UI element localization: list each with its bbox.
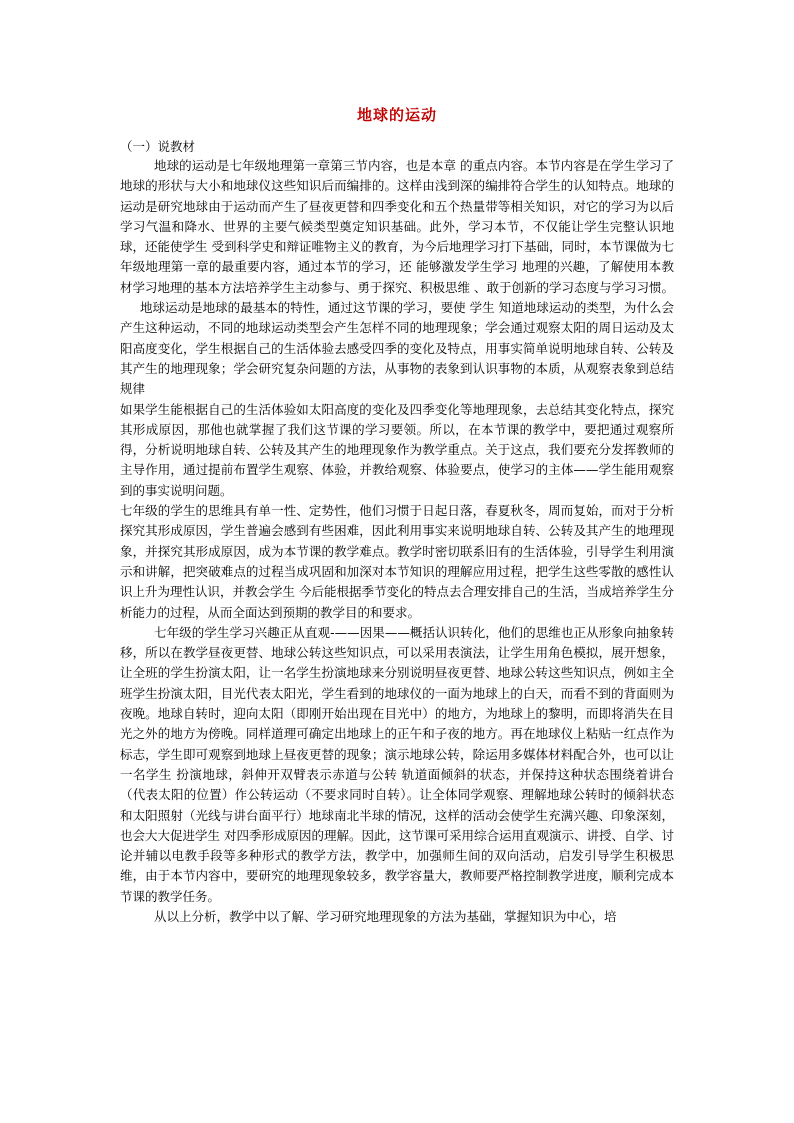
document-title: 地球的运动	[356, 106, 437, 124]
paragraph-4: 七年级的学生的思维具有单一性、定势性，他们习惯于日起日落，春夏秋冬，周而复始，而对于分析探究其形成原因，学生普遍会感到有些困难，因此利用事实来说明地球自转、公转及其产生的地理现象，并探究其形成原因，成为本节课的教学难点。教学时密切联系旧有的生活体验，引导学生利用演示和讲解，把突破难点的过程当成巩固和加深对本节知识的理解应用过程，把学生这些零散的感性认识上升为理性认识，并教会学生 今后能根据季节变化的特点去合理安排自己的生活，当成培养学生分析能力的过程，从而全面达到预期的教学目的和要求。	[120, 503, 674, 620]
paragraph-1: 地球的运动是七年级地理第一章第三节内容，也是本章 的重点内容。本节内容是在学生学习了地球的形状与大小和地球仪这些知识后而编排的。这样由浅到深的编排符合学生的认知特点。地球的运动是研究地球由于运动而产生了昼夜更替和四季变化和五个热量带等相关知识，对它的学习为以后学习气温和降水、世界的主要气候类型奠定知识基础。此外，学习本节，不仅能让学生完整认识地球，还能使学生 受到科学史和辩证唯物主义的教育，为今后地理学习打下基础，同时，本节课做为七年级地理第一章的最重要内容，通过本节的学习，还 能够激发学生学习 地理的兴趣，了解使用本教材学习地理的基本方法培养学生主动参与、勇于探究、积极思维 、敢于创新的学习态度与学习习惯。	[120, 158, 674, 295]
section-heading: （一）说教材	[120, 139, 196, 154]
paragraph-3: 如果学生能根据自己的生活体验如太阳高度的变化及四季变化等地理现象，去总结其变化特点，探究其形成原因，那他也就掌握了我们这节课的学习要领。所以，在本节课的教学中，要把通过观察所得，分析说明地球自转、公转及其产生的地理现象作为教学重点。关于这点，我们要充分发挥教师的主导作用，通过提前布置学生观察、体验，并教给观察、体验要点，使学习的主体——学生能用观察到的事实说明问题。	[120, 401, 674, 498]
paragraph-6: 从以上分析，教学中以了解、学习研究地理现象的方法为基础，掌握知识为中心，培	[154, 908, 617, 924]
paragraph-2: 地球运动是地球的最基本的特性，通过这节课的学习，要使 学生 知道地球运动的类型，为什么会产生这种运动，不同的地球运动类型会产生怎样不同的地理现象；学会通过观察太阳的周日运动及太阳高度变化，学生根据自己的生活体验去感受四季的变化及特点，用事实简单说明地球自转、公转及其产生的地理现象；学会研究复杂问题的方法，从事物的表象到认识事物的本质，从观察表象到总结规律	[120, 300, 674, 397]
paragraph-5: 七年级的学生学习兴趣正从直观-——因果——概括认识转化，他们的思维也正从形象向抽象转移，所以在教学昼夜更替、地球公转这些知识点，可以采用表演法，让学生用角色模拟，展开想象，让全班的学生扮演太阳，让一名学生扮演地球来分别说明昼夜更替、地球公转这些知识点，例如主全班学生扮演太阳，目光代表太阳光，学生看到的地球仪的一面为地球上的白天，而看不到的背面则为夜晚。地球自转时，迎向太阳（即刚开始出现在目光中）的地方，为地球上的黎明，而即将消失在目光之外的地方为傍晚。同样道理可确定出地球上的正午和子夜的地方。再在地球仪上粘贴一红点作为标志，学生即可观察到地球上昼夜更替的现象；演示地球公转，除运用多媒体材料配合外，也可以让一名学生 扮演地球，斜伸开双臂表示赤道与公转 轨道面倾斜的状态，并保持这种状态围绕着讲台（代表太阳的位置）作公转运动（不要求同时自转）。让全体同学观察、理解地球公转时的倾斜状态和太阳照射（光线与讲台面平行）地球南北半球的情况，这样的活动会使学生充满兴趣、印象深刻，也会大大促进学生 对四季形成原因的理解。因此，这节课可采用综合运用直观演示、讲授、自学、讨论并辅以电教手段等多种形式的教学方法，教学中，加强师生间的双向活动，启发引导学生积极思维，由于本节内容中，要研究的地理现象较多，教学容量大，教师要严格控制教学进度，顺利完成本节课的教学任务。	[120, 624, 674, 904]
document-body	[120, 138, 674, 927]
